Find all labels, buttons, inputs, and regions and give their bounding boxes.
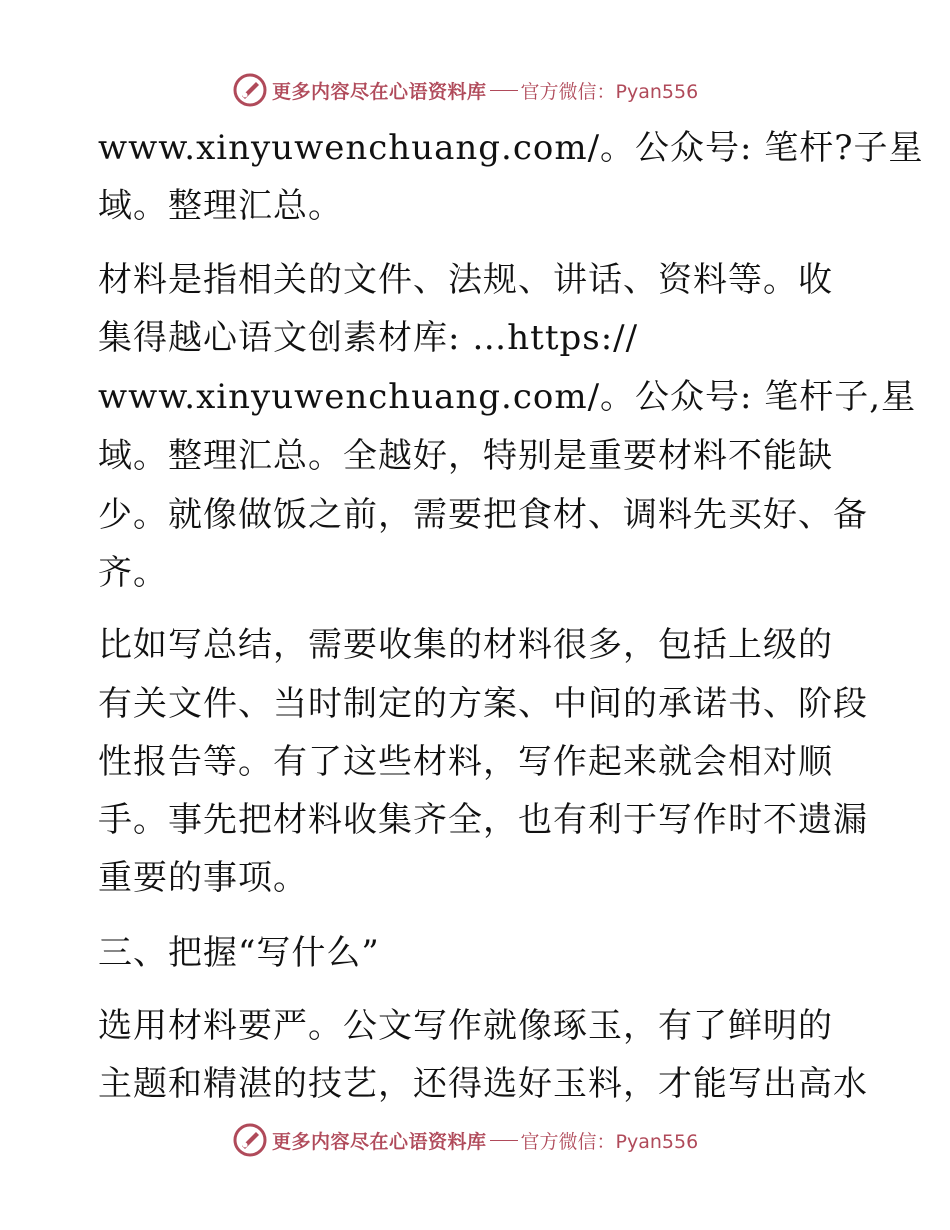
text-line: 重要的事项。 <box>98 858 308 898</box>
text-line: 性报告等。有了这些材料，写作起来就会相对顺 <box>98 742 833 782</box>
header-banner <box>232 70 698 110</box>
text-line: www.xinyuwenchuang.com/。公众号: 笔杆?子星 <box>98 128 924 168</box>
banner-brand-text: 更多内容尽在心语资料库 <box>272 1130 487 1153</box>
text-line: 有关文件、当时制定的方案、中间的承诺书、阶段 <box>98 684 868 724</box>
banner-contact-text: 官方微信：Pyan556 <box>520 1130 699 1153</box>
text-line: 集得越心语文创素材库: …https:// <box>98 318 639 358</box>
text-line: 主题和精湛的技艺，还得选好玉料，才能写出高水 <box>98 1064 868 1104</box>
text-line: 域。整理汇总。全越好，特别是重要材料不能缺 <box>98 436 833 476</box>
banner-divider <box>490 90 518 91</box>
text-line: 材料是指相关的文件、法规、讲话、资料等。收 <box>98 260 833 300</box>
banner-brand-text: 更多内容尽在心语资料库 <box>272 80 487 103</box>
brand-logo-icon <box>232 1122 268 1158</box>
text-line: 选用材料要严。公文写作就像琢玉，有了鲜明的 <box>98 1006 833 1046</box>
section-heading: 三、把握“写什么” <box>98 933 380 973</box>
text-line: 域。整理汇总。 <box>98 186 343 226</box>
banner-divider <box>490 1140 518 1141</box>
text-line: 齐。 <box>98 553 168 593</box>
text-line: 少。就像做饭之前，需要把食材、调料先买好、备 <box>98 495 868 535</box>
footer-banner <box>232 1120 698 1160</box>
brand-logo-icon <box>232 72 268 108</box>
text-line: 比如写总结，需要收集的材料很多，包括上级的 <box>98 625 833 665</box>
text-line: www.xinyuwenchuang.com/。公众号: 笔杆子,星 <box>98 377 917 417</box>
banner-contact-text: 官方微信：Pyan556 <box>520 80 699 103</box>
text-line: 手。事先把材料收集齐全，也有利于写作时不遗漏 <box>98 800 868 840</box>
